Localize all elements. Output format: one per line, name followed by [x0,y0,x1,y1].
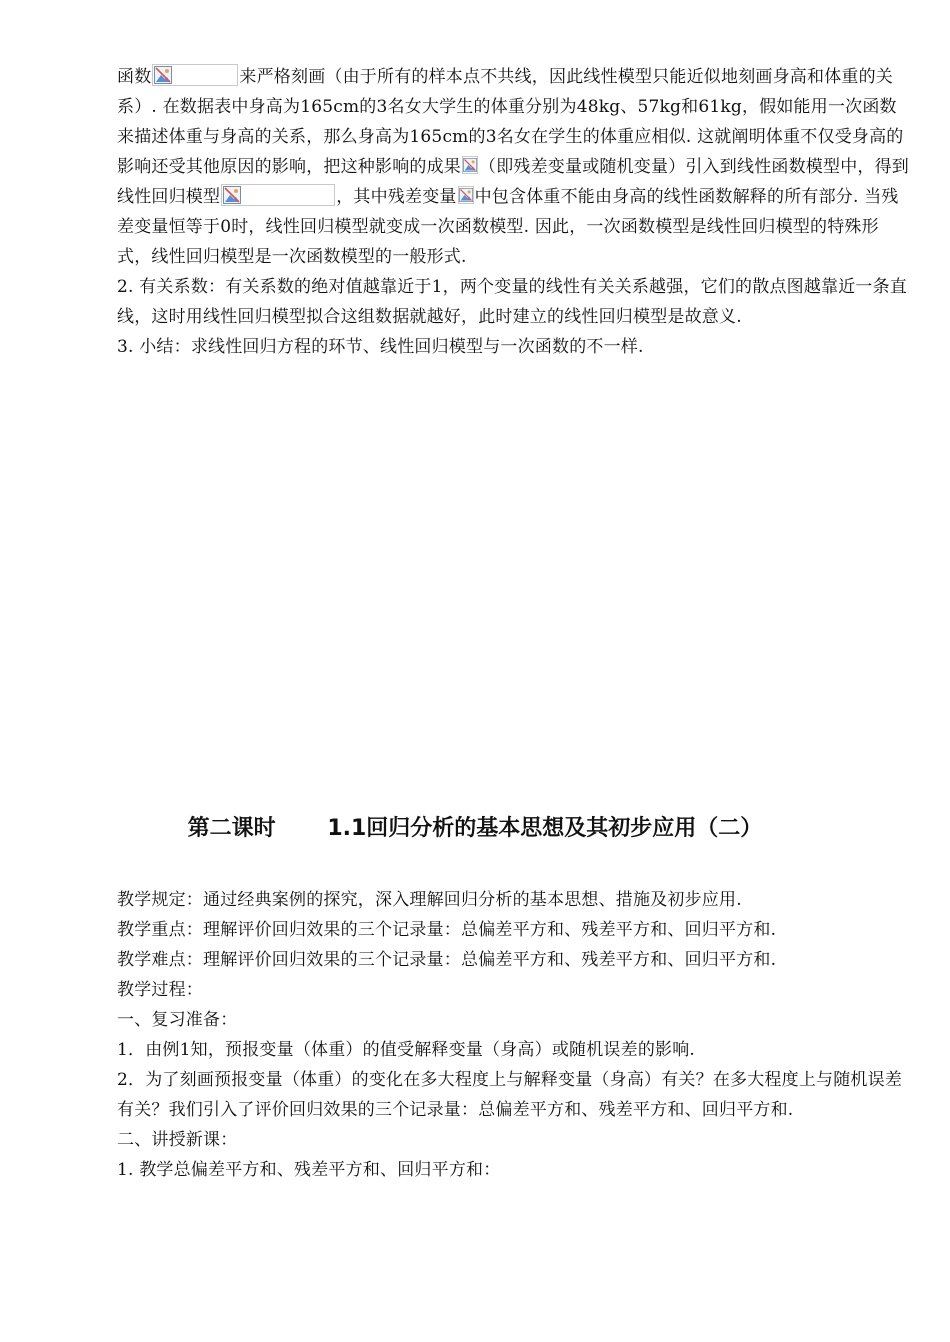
paragraph-summary: 3. 小结：求线性回归方程的环节、线性回归模型与一次函数的不一样. [117,337,644,357]
lesson-heading: 第二课时 1.1回归分析的基本思想及其初步应用（二） [187,816,763,841]
line-teaching-requirement: 教学规定：通过经典案例的探究，深入理解回归分析的基本思想、措施及初步应用. [117,890,742,910]
formula-image-residual-e-2 [458,186,474,204]
formula-image-residual-e [462,156,478,174]
line-new-lesson-heading: 二、讲授新课： [117,1130,238,1150]
formula-image-regression-model [221,184,335,206]
line-review-item-2: 2．为了刻画预报变量（体重）的变化在多大程度上与解释变量（身高）有关？在多大程度上与随机误差有关？我们引入了评价回归效果的三个记录量：总偏差平方和、残差平方和、回归平方和. [117,1070,903,1120]
paragraph-text: 来严格刻画（由于所有的样本点不共线，因此线性模型只能近似地刻画身高和体重的关系）. 在数据表中身高为165cm的3名女大学生的体重分别为48kg、57kg和61kg，假如能用一次函数来描述体重与身高的关系，那么身高为165cm的3名女在学生的体重应相似. 这就阐明体重不仅受身高的影响还受其他原因的影响，把这种影响的成果 [117,67,904,177]
line-teaching-process: 教学过程： [117,980,203,1000]
line-new-lesson-item-1: 1. 教学总偏差平方和、残差平方和、回归平方和： [117,1160,501,1180]
section-1 [117,62,913,362]
broken-image-icon [154,66,172,84]
paragraph-text: （即残差变量或随机变量）引入到线性函数模型中，得到线性回归模型 [117,157,909,207]
paragraph-text: 中包含体重不能由身高的线性函数解释的所有部分. 当残差变量恒等于0时，线性回归模型就变成一次函数模型. 因此，一次函数模型是线性回归模型的特殊形式，线性回归模型是一次函数模型的一般形式. [117,187,899,267]
section-2 [117,885,913,1185]
line-review-heading: 一、复习准备： [117,1010,238,1030]
line-difficult-points: 教学难点：理解评价回归效果的三个记录量：总偏差平方和、残差平方和、回归平方和. [117,950,777,970]
broken-image-icon [223,186,241,204]
paragraph-linear-model [117,62,913,272]
paragraph-correlation: 2. 有关系数：有关系数的绝对值越靠近于1，两个变量的线性有关关系越强，它们的散点图越靠近一条直线，这时用线性回归模型拟合这组数据就越好，此时建立的线性回归模型是故意义. [117,277,908,327]
paragraph-text: 函数 [117,67,152,87]
formula-image-linear-function [152,64,238,86]
broken-image-icon [459,188,473,202]
paragraph-text: ，其中残差变量 [336,187,457,207]
line-key-points: 教学重点：理解评价回归效果的三个记录量：总偏差平方和、残差平方和、回归平方和. [117,920,777,940]
line-review-item-1: 1．由例1知，预报变量（体重）的值受解释变量（身高）或随机误差的影响. [117,1040,696,1060]
broken-image-icon [463,158,477,172]
